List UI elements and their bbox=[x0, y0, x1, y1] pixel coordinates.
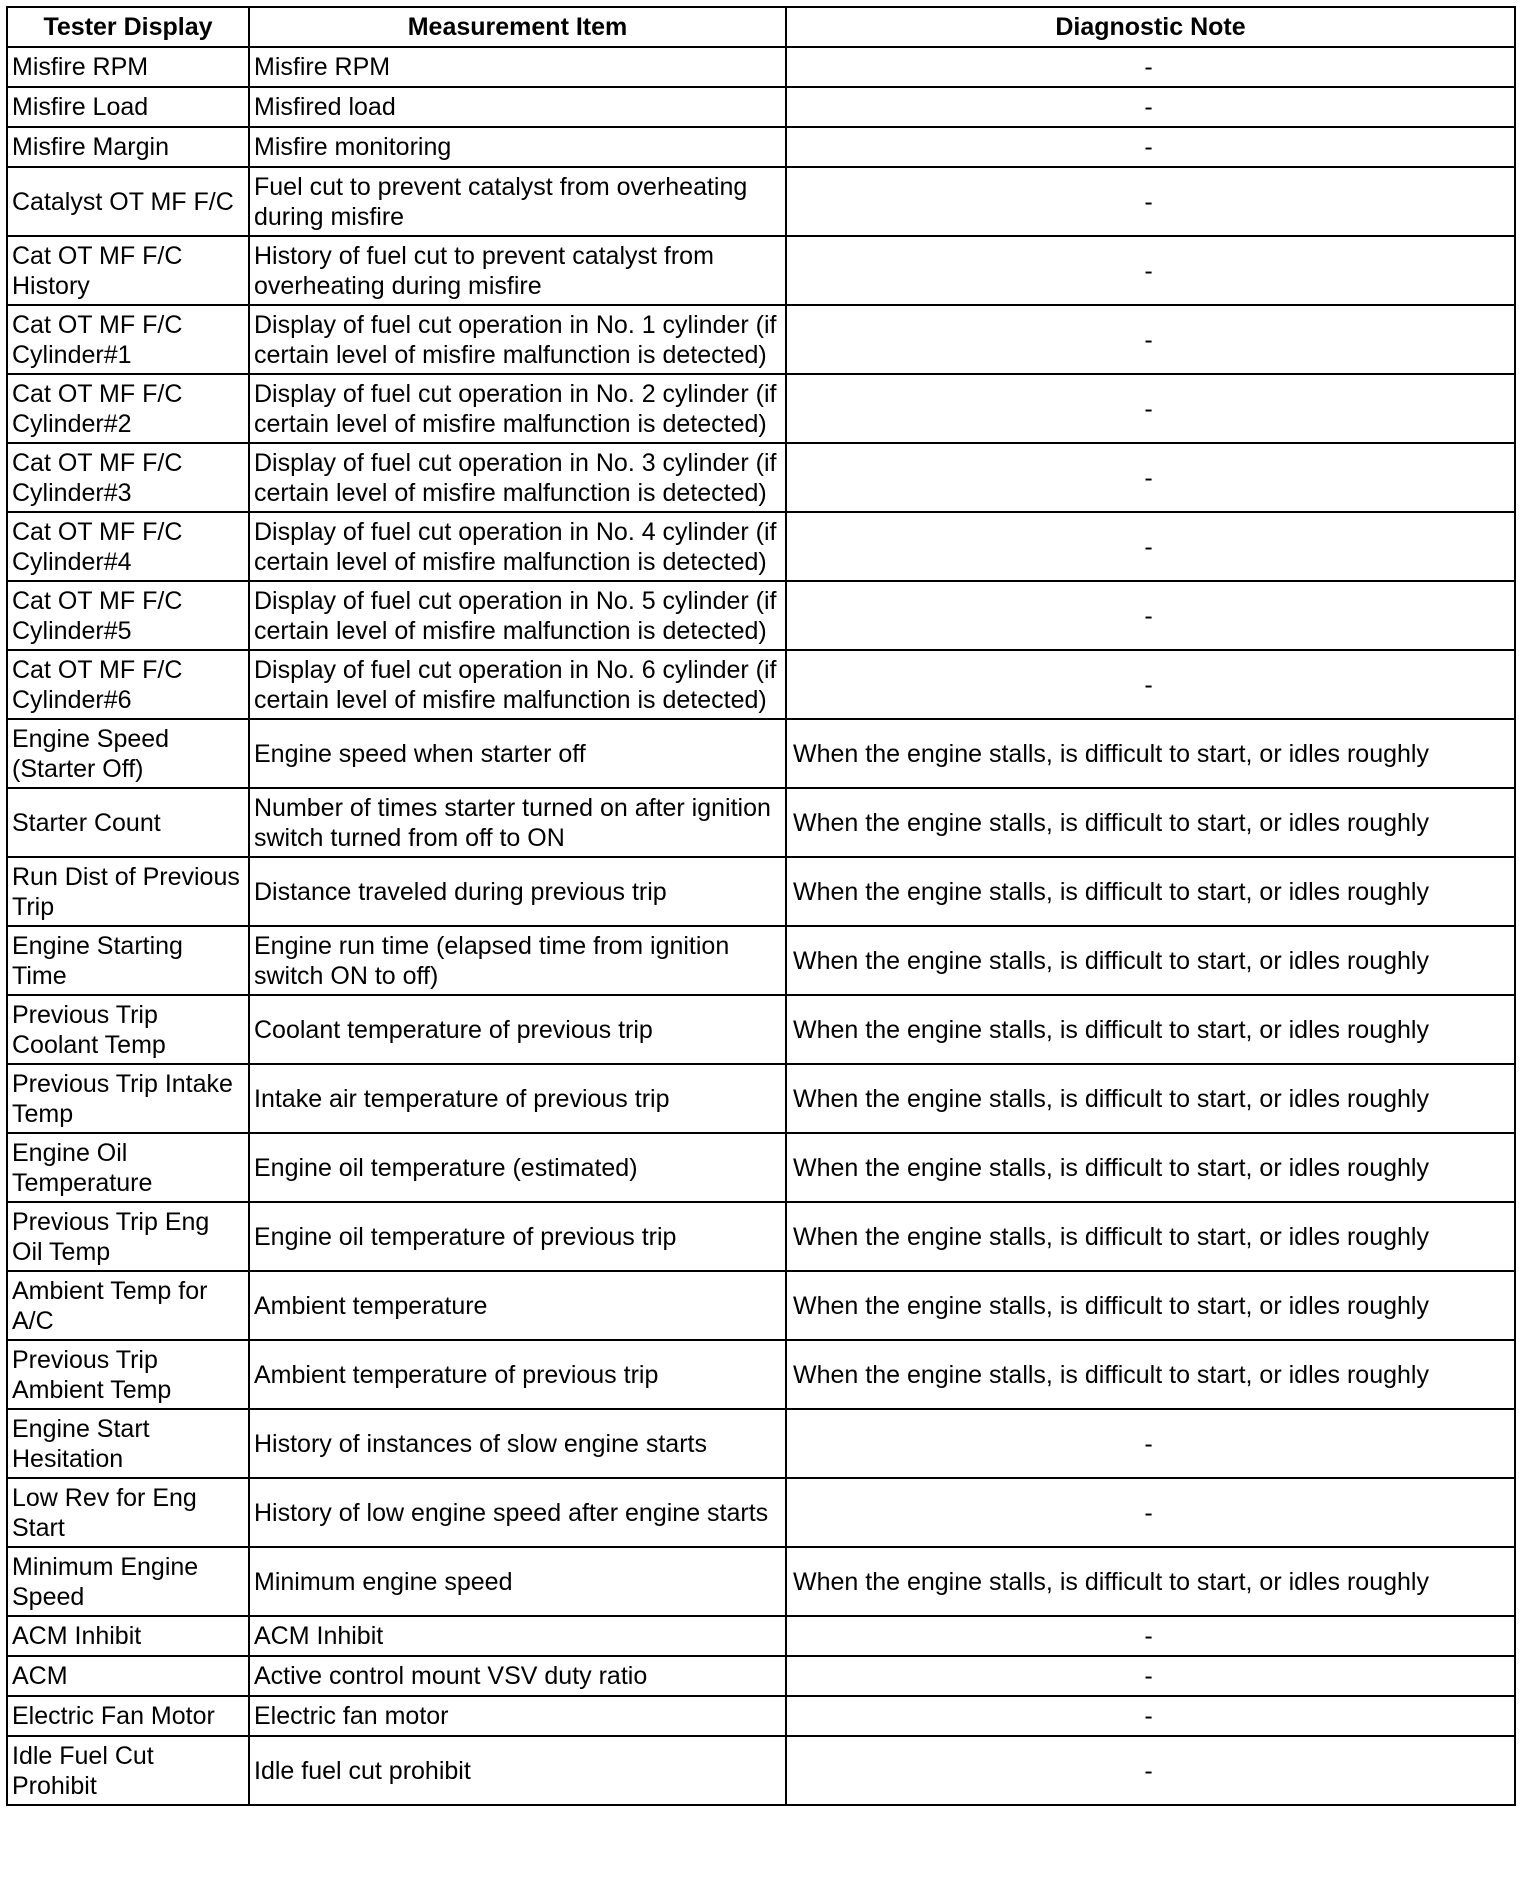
table-row bbox=[7, 1271, 1515, 1340]
tester-display-cell: Electric Fan Motor bbox=[7, 1696, 249, 1736]
table-row bbox=[7, 926, 1515, 995]
diagnostic-note-cell: - bbox=[786, 581, 1515, 650]
measurement-item-cell: Display of fuel cut operation in No. 1 cylinder (if certain level of misfire malfunction is detected) bbox=[249, 305, 786, 374]
table-row bbox=[7, 1409, 1515, 1478]
measurement-item-cell: Display of fuel cut operation in No. 5 cylinder (if certain level of misfire malfunction is detected) bbox=[249, 581, 786, 650]
measurement-item-cell: Number of times starter turned on after ignition switch turned from off to ON bbox=[249, 788, 786, 857]
diagnostic-note-cell: - bbox=[786, 1616, 1515, 1656]
measurement-item-cell: Electric fan motor bbox=[249, 1696, 786, 1736]
table-body bbox=[7, 47, 1515, 1805]
tester-display-cell: Previous Trip Coolant Temp bbox=[7, 995, 249, 1064]
tester-display-cell: Misfire Load bbox=[7, 87, 249, 127]
table-row bbox=[7, 236, 1515, 305]
diagnostic-note-cell: - bbox=[786, 305, 1515, 374]
measurement-item-cell: Intake air temperature of previous trip bbox=[249, 1064, 786, 1133]
table-row bbox=[7, 581, 1515, 650]
measurement-item-cell: History of fuel cut to prevent catalyst from overheating during misfire bbox=[249, 236, 786, 305]
table-row bbox=[7, 788, 1515, 857]
table-row bbox=[7, 167, 1515, 236]
tester-display-cell: Engine Starting Time bbox=[7, 926, 249, 995]
table-row bbox=[7, 127, 1515, 167]
measurement-item-cell: Active control mount VSV duty ratio bbox=[249, 1656, 786, 1696]
diagnostic-note-cell: When the engine stalls, is difficult to start, or idles roughly bbox=[786, 857, 1515, 926]
diagnostic-note-cell: - bbox=[786, 1736, 1515, 1805]
table-row bbox=[7, 719, 1515, 788]
tester-display-cell: ACM bbox=[7, 1656, 249, 1696]
measurement-item-cell: History of instances of slow engine starts bbox=[249, 1409, 786, 1478]
diagnostic-note-cell: When the engine stalls, is difficult to start, or idles roughly bbox=[786, 788, 1515, 857]
tester-display-cell: Cat OT MF F/C Cylinder#6 bbox=[7, 650, 249, 719]
table-row bbox=[7, 87, 1515, 127]
diagnostic-note-cell: - bbox=[786, 512, 1515, 581]
tester-display-cell: Previous Trip Eng Oil Temp bbox=[7, 1202, 249, 1271]
measurement-item-cell: Idle fuel cut prohibit bbox=[249, 1736, 786, 1805]
table-row bbox=[7, 1478, 1515, 1547]
measurement-item-cell: Distance traveled during previous trip bbox=[249, 857, 786, 926]
tester-display-cell: ACM Inhibit bbox=[7, 1616, 249, 1656]
measurement-item-cell: Engine oil temperature of previous trip bbox=[249, 1202, 786, 1271]
measurement-item-cell: Ambient temperature bbox=[249, 1271, 786, 1340]
measurement-item-cell: ACM Inhibit bbox=[249, 1616, 786, 1656]
table-row bbox=[7, 1340, 1515, 1409]
table-row bbox=[7, 374, 1515, 443]
diagnostic-note-cell: When the engine stalls, is difficult to start, or idles roughly bbox=[786, 1340, 1515, 1409]
table-row bbox=[7, 1202, 1515, 1271]
table-row bbox=[7, 443, 1515, 512]
diagnostic-note-cell: - bbox=[786, 47, 1515, 87]
table-row bbox=[7, 1064, 1515, 1133]
tester-display-cell: Previous Trip Ambient Temp bbox=[7, 1340, 249, 1409]
measurement-item-cell: Display of fuel cut operation in No. 4 cylinder (if certain level of misfire malfunction is detected) bbox=[249, 512, 786, 581]
column-header-tester-display: Tester Display bbox=[7, 7, 249, 47]
table-row bbox=[7, 1656, 1515, 1696]
tester-display-cell: Minimum Engine Speed bbox=[7, 1547, 249, 1616]
table-header-row bbox=[7, 7, 1515, 47]
measurement-item-cell: Display of fuel cut operation in No. 2 cylinder (if certain level of misfire malfunction is detected) bbox=[249, 374, 786, 443]
tester-display-cell: Engine Speed (Starter Off) bbox=[7, 719, 249, 788]
measurement-item-cell: Misfire monitoring bbox=[249, 127, 786, 167]
diagnostic-note-cell: When the engine stalls, is difficult to start, or idles roughly bbox=[786, 1202, 1515, 1271]
measurement-item-cell: Ambient temperature of previous trip bbox=[249, 1340, 786, 1409]
diagnostic-note-cell: - bbox=[786, 236, 1515, 305]
measurement-item-cell: Misfired load bbox=[249, 87, 786, 127]
measurement-item-cell: Engine run time (elapsed time from ignition switch ON to off) bbox=[249, 926, 786, 995]
diagnostic-note-cell: - bbox=[786, 1696, 1515, 1736]
measurement-item-cell: Display of fuel cut operation in No. 3 cylinder (if certain level of misfire malfunction is detected) bbox=[249, 443, 786, 512]
table-row bbox=[7, 857, 1515, 926]
diagnostic-note-cell: When the engine stalls, is difficult to start, or idles roughly bbox=[786, 1271, 1515, 1340]
data-list-table bbox=[6, 6, 1516, 1806]
diagnostic-note-cell: When the engine stalls, is difficult to start, or idles roughly bbox=[786, 926, 1515, 995]
tester-display-cell: Engine Oil Temperature bbox=[7, 1133, 249, 1202]
table-row bbox=[7, 1696, 1515, 1736]
table-row bbox=[7, 1616, 1515, 1656]
column-header-measurement-item: Measurement Item bbox=[249, 7, 786, 47]
table-row bbox=[7, 305, 1515, 374]
measurement-item-cell: Coolant temperature of previous trip bbox=[249, 995, 786, 1064]
tester-display-cell: Previous Trip Intake Temp bbox=[7, 1064, 249, 1133]
table-row bbox=[7, 995, 1515, 1064]
table-row bbox=[7, 1736, 1515, 1805]
tester-display-cell: Run Dist of Previous Trip bbox=[7, 857, 249, 926]
table-row bbox=[7, 1133, 1515, 1202]
tester-display-cell: Cat OT MF F/C History bbox=[7, 236, 249, 305]
tester-display-cell: Cat OT MF F/C Cylinder#5 bbox=[7, 581, 249, 650]
tester-display-cell: Ambient Temp for A/C bbox=[7, 1271, 249, 1340]
tester-display-cell: Misfire RPM bbox=[7, 47, 249, 87]
measurement-item-cell: Misfire RPM bbox=[249, 47, 786, 87]
measurement-item-cell: Minimum engine speed bbox=[249, 1547, 786, 1616]
measurement-item-cell: History of low engine speed after engine starts bbox=[249, 1478, 786, 1547]
table-row bbox=[7, 47, 1515, 87]
measurement-item-cell: Engine oil temperature (estimated) bbox=[249, 1133, 786, 1202]
tester-display-cell: Cat OT MF F/C Cylinder#2 bbox=[7, 374, 249, 443]
diagnostic-note-cell: - bbox=[786, 443, 1515, 512]
diagnostic-note-cell: - bbox=[786, 650, 1515, 719]
column-header-diagnostic-note: Diagnostic Note bbox=[786, 7, 1515, 47]
diagnostic-note-cell: When the engine stalls, is difficult to start, or idles roughly bbox=[786, 719, 1515, 788]
tester-display-cell: Starter Count bbox=[7, 788, 249, 857]
measurement-item-cell: Display of fuel cut operation in No. 6 cylinder (if certain level of misfire malfunction is detected) bbox=[249, 650, 786, 719]
tester-display-cell: Cat OT MF F/C Cylinder#4 bbox=[7, 512, 249, 581]
diagnostic-note-cell: - bbox=[786, 127, 1515, 167]
measurement-item-cell: Engine speed when starter off bbox=[249, 719, 786, 788]
table-row bbox=[7, 1547, 1515, 1616]
measurement-item-cell: Fuel cut to prevent catalyst from overheating during misfire bbox=[249, 167, 786, 236]
diagnostic-note-cell: - bbox=[786, 87, 1515, 127]
diagnostic-note-cell: - bbox=[786, 1656, 1515, 1696]
tester-display-cell: Misfire Margin bbox=[7, 127, 249, 167]
diagnostic-note-cell: When the engine stalls, is difficult to start, or idles roughly bbox=[786, 1133, 1515, 1202]
table-row bbox=[7, 512, 1515, 581]
tester-display-cell: Catalyst OT MF F/C bbox=[7, 167, 249, 236]
diagnostic-note-cell: - bbox=[786, 1478, 1515, 1547]
diagnostic-note-cell: - bbox=[786, 167, 1515, 236]
diagnostic-note-cell: - bbox=[786, 374, 1515, 443]
diagnostic-note-cell: When the engine stalls, is difficult to start, or idles roughly bbox=[786, 1547, 1515, 1616]
diagnostic-note-cell: - bbox=[786, 1409, 1515, 1478]
tester-display-cell: Engine Start Hesitation bbox=[7, 1409, 249, 1478]
table-row bbox=[7, 650, 1515, 719]
tester-display-cell: Low Rev for Eng Start bbox=[7, 1478, 249, 1547]
diagnostic-note-cell: When the engine stalls, is difficult to start, or idles roughly bbox=[786, 995, 1515, 1064]
tester-display-cell: Cat OT MF F/C Cylinder#1 bbox=[7, 305, 249, 374]
tester-display-cell: Idle Fuel Cut Prohibit bbox=[7, 1736, 249, 1805]
diagnostic-note-cell: When the engine stalls, is difficult to start, or idles roughly bbox=[786, 1064, 1515, 1133]
tester-display-cell: Cat OT MF F/C Cylinder#3 bbox=[7, 443, 249, 512]
